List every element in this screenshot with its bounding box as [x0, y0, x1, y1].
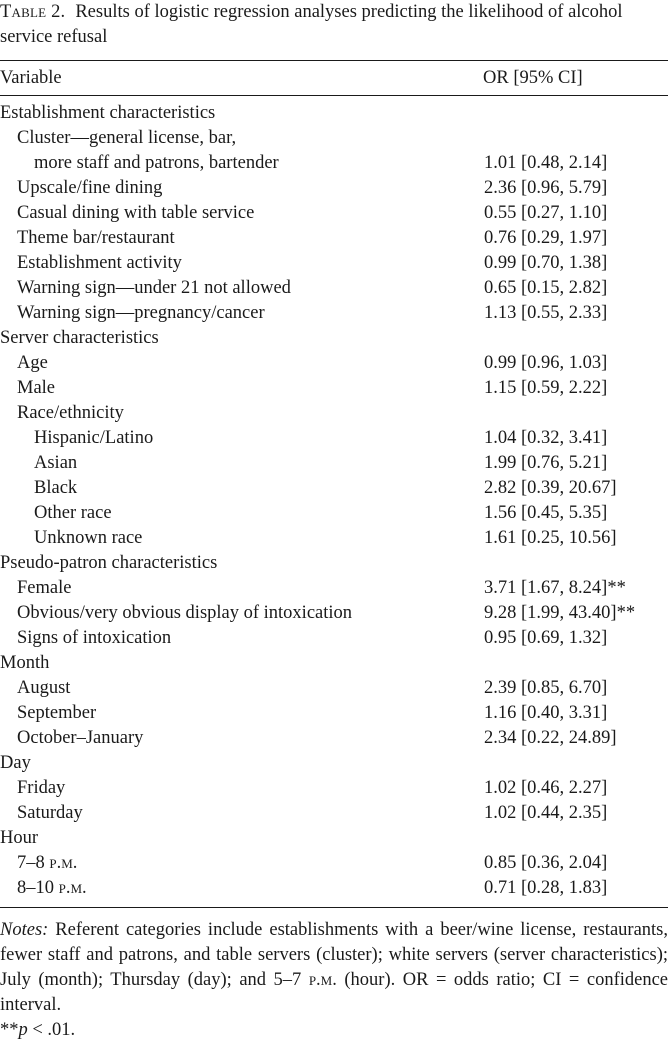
notes-text-end: (hour). OR = odds ratio; CI = confidence interval.: [0, 970, 668, 1015]
row-value: 0.99 [0.70, 1.38]: [484, 253, 608, 273]
row-value: 0.76 [0.29, 1.97]: [484, 228, 608, 248]
row-label: Cluster—general license, bar,: [17, 128, 237, 148]
bottom-rule: [0, 907, 668, 908]
row-value: 1.61 [0.25, 10.56]: [484, 528, 617, 548]
table-row: [0, 326, 668, 351]
row-value: 1.13 [0.55, 2.33]: [484, 303, 608, 323]
row-value: 0.71 [0.28, 1.83]: [484, 878, 608, 898]
table-row: [0, 676, 668, 701]
row-label: Female: [17, 578, 72, 598]
row-value: [484, 101, 668, 126]
table-caption-text: Results of logistic regression analyses predicting the likelihood of alcohol service refusal: [0, 2, 623, 47]
row-label: Hispanic/Latino: [34, 428, 154, 448]
row-value: 1.01 [0.48, 2.14]: [484, 153, 608, 173]
row-label: Black: [34, 478, 78, 498]
sig-stars: **: [0, 1020, 19, 1040]
row-label: Warning sign—pregnancy/cancer: [17, 303, 265, 323]
row-value: [484, 126, 668, 151]
table-caption: [0, 0, 668, 50]
row-label: Warning sign—under 21 not allowed: [17, 278, 291, 298]
table-row: [0, 176, 668, 201]
table-row: [0, 251, 668, 276]
table-row: [0, 201, 668, 226]
sig-p: p: [18, 1020, 28, 1040]
row-label: Month: [0, 653, 50, 673]
row-label: Casual dining with table service: [17, 203, 255, 223]
table-row: [0, 301, 668, 326]
table-row: [0, 726, 668, 751]
row-label: Asian: [34, 453, 78, 473]
row-label: Age: [17, 353, 48, 373]
row-label: Establishment characteristics: [0, 103, 216, 123]
table-row: [0, 651, 668, 676]
row-value: 2.36 [0.96, 5.79]: [484, 178, 608, 198]
row-value: 2.82 [0.39, 20.67]: [484, 478, 617, 498]
table-row: [0, 601, 668, 626]
header-or-ci: OR [95% CI]: [483, 68, 583, 88]
table-notes: [0, 918, 668, 1018]
table-row: [0, 101, 668, 126]
table-row: [0, 401, 668, 426]
table-row: [0, 776, 668, 801]
row-value: [484, 551, 668, 576]
table-row: [0, 126, 668, 151]
table-row: [0, 451, 668, 476]
table-row: [0, 626, 668, 651]
table-row: [0, 576, 668, 601]
table-row: [0, 801, 668, 826]
row-label: Pseudo-patron characteristics: [0, 553, 218, 573]
table-row: [0, 826, 668, 851]
row-value: 0.95 [0.69, 1.32]: [484, 628, 608, 648]
table-row: [0, 476, 668, 501]
significance-note: [0, 1018, 668, 1043]
notes-text: Referent categories include establishments with a beer/wine license, restaurants, fewer staff and patrons, and table servers (cluster); white servers (server characteristics); July (month); Thursday (day); and 5–7: [0, 920, 668, 990]
row-label: Friday: [17, 778, 66, 798]
row-label: Establishment activity: [17, 253, 182, 273]
row-value: [484, 651, 668, 676]
row-label: Race/ethnicity: [17, 403, 124, 423]
table-label: Table 2.: [0, 2, 66, 22]
table-row: [0, 526, 668, 551]
row-value: [484, 826, 668, 851]
row-label: Day: [0, 753, 31, 773]
table-row: [0, 276, 668, 301]
row-value: 1.02 [0.44, 2.35]: [484, 803, 608, 823]
row-label: Male: [17, 378, 56, 398]
row-label: 8–10 p.m.: [17, 878, 87, 898]
row-label: September: [17, 703, 97, 723]
sig-rest: < .01.: [27, 1020, 76, 1040]
row-value: 0.55 [0.27, 1.10]: [484, 203, 608, 223]
row-label: 7–8 p.m.: [17, 853, 78, 873]
notes-label: Notes:: [0, 920, 49, 940]
row-value: 1.99 [0.76, 5.21]: [484, 453, 608, 473]
row-label: Server characteristics: [0, 328, 159, 348]
row-value: 1.15 [0.59, 2.22]: [484, 378, 608, 398]
header-rule: [0, 95, 668, 96]
table-row: [0, 851, 668, 876]
row-label: more staff and patrons, bartender: [34, 153, 279, 173]
row-value: [484, 751, 668, 776]
table-row: [0, 501, 668, 526]
row-label: Hour: [0, 828, 39, 848]
table-row: [0, 551, 668, 576]
table-row: [0, 376, 668, 401]
table-header: [0, 61, 668, 95]
row-value: 1.02 [0.46, 2.27]: [484, 778, 608, 798]
row-value: 0.65 [0.15, 2.82]: [484, 278, 608, 298]
row-value: 9.28 [1.99, 43.40]**: [484, 603, 636, 623]
row-label: Signs of intoxication: [17, 628, 172, 648]
row-value: 1.04 [0.32, 3.41]: [484, 428, 608, 448]
row-label: October–January: [17, 728, 144, 748]
row-value: 1.56 [0.45, 5.35]: [484, 503, 608, 523]
row-value: 2.39 [0.85, 6.70]: [484, 678, 608, 698]
row-value: [484, 326, 668, 351]
table-row: [0, 751, 668, 776]
header-variable: Variable: [0, 68, 62, 88]
row-value: 2.34 [0.22, 24.89]: [484, 728, 617, 748]
row-label: August: [17, 678, 71, 698]
row-value: [484, 401, 668, 426]
row-value: 1.16 [0.40, 3.31]: [484, 703, 608, 723]
table-row: [0, 351, 668, 376]
row-label: Theme bar/restaurant: [17, 228, 175, 248]
row-value: 3.71 [1.67, 8.24]**: [484, 578, 626, 598]
row-value: 0.99 [0.96, 1.03]: [484, 353, 608, 373]
row-label: Saturday: [17, 803, 83, 823]
table-row: [0, 151, 668, 176]
row-label: Obvious/very obvious display of intoxication: [17, 603, 353, 623]
notes-pm: p.m.: [308, 970, 337, 990]
row-label: Other race: [34, 503, 112, 523]
table-row: [0, 701, 668, 726]
row-label: Upscale/fine dining: [17, 178, 163, 198]
table-body: [0, 101, 668, 901]
row-label: Unknown race: [34, 528, 143, 548]
table-row: [0, 876, 668, 901]
table-row: [0, 426, 668, 451]
row-value: 0.85 [0.36, 2.04]: [484, 853, 608, 873]
table-row: [0, 226, 668, 251]
